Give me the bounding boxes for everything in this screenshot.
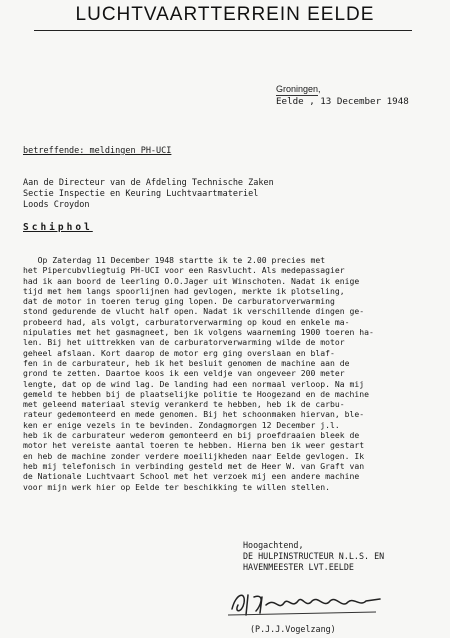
handwritten-signature (226, 587, 386, 619)
body-line: ken er enige vezels in te bevinden. Zondagmorgen 12 December j.l. (23, 419, 340, 430)
address-line: Sectie Inspectie en Keuring Luchtvaartmateriel (23, 189, 259, 199)
signatory-title: HAVENMEESTER LVT.EELDE (243, 562, 354, 572)
body-line: had ik aan boord de leerling O.O.Jager uit Winschoten. Nadat ik enige (23, 275, 360, 286)
body-line: len. Bij het uittrekken van de carburatorverwarming wilde de motor (23, 337, 345, 348)
body-line: en heb de machine zonder verdere moeilijkheden naar Eelde gevlogen. Ik (23, 450, 365, 461)
body-line: nipulaties met het gasmagneet, ben ik volgens waarneming 1900 toeren ha- (23, 327, 374, 338)
closing-greeting: Hoogachtend, (243, 540, 304, 550)
body-line: het Pipercubvliegtuig PH-UCI voor een Rasvlucht. Als medepassagier (23, 265, 345, 276)
body-line: heb ik de carburateur wederom gemonteerd en bij proefdraaien bleek de (23, 430, 360, 441)
body-line: stond gedurende de vlucht half open. Nadat ik verschillende dingen ge- (23, 306, 365, 317)
body-line: gemeld te hebben bij de plaatselijke politie te Hoogezand en de machine (23, 388, 369, 399)
body-line: de Nationale Luchtvaart School met het verzoek mij een andere machine (23, 471, 360, 482)
body-line: tijd met hem langs spoorlijnen had gevlogen, merkte ik plotseling, (23, 285, 345, 296)
letterhead-rule (34, 30, 412, 31)
subject-line: betreffende: meldingen PH-UCI (23, 146, 172, 156)
address-line: Aan de Directeur van de Afdeling Technische Zaken (23, 178, 274, 188)
body-line: met geleend materiaal stevig verankerd te hebben, heb ik de carbu- (23, 399, 345, 410)
body-line: geheel afslaan. Kort daarop de motor erg ging overslaan en blaf- (23, 347, 335, 358)
letterhead: LUCHTVAARTTERREIN EELDE (75, 4, 375, 25)
date-line: Eelde , 13 December 1948 (276, 96, 409, 107)
body-line: probeerd had, als volgt, carburatorverwarming op koud en enkele ma- (23, 316, 350, 327)
signature-name: (P.J.J.Vogelzang) (250, 624, 336, 634)
signatory-title: DE HULPINSTRUCTEUR N.L.S. EN (243, 551, 385, 561)
body-line: fen in de carburateur, heb ik het besluit genomen de machine aan de (23, 357, 350, 368)
body-line: grond te zetten. Daartoe koos ik een veldje van ongeveer 200 meter (23, 368, 345, 379)
body-line: lengte, dat op de wind lag. De landing had een normaal verloop. Na mij (23, 378, 365, 389)
place: Groningen, (276, 84, 321, 94)
body-line: voor mijn werk hier op Eelde ter beschikking te willen stellen. (23, 481, 330, 492)
destination: Schiphol (23, 222, 93, 233)
body-line: rateur gedemonteerd en mede genomen. Bij het schoonmaken hiervan, ble- (23, 409, 365, 420)
body-line: heb mij telefonisch in verbinding gesteld met de Heer W. van Graft van (23, 460, 365, 471)
body-line: motor het vereiste aantal toeren te hebben. Hierna ben ik weer gestart (23, 440, 365, 451)
address-line: Loods Croydon (23, 200, 90, 210)
letter-body (23, 255, 431, 492)
body-line: Op Zaterdag 11 December 1948 startte ik te 2.00 precies met (23, 255, 326, 265)
body-line: dat de motor in toeren terug ging lopen. De carburatorverwarming (23, 296, 335, 307)
